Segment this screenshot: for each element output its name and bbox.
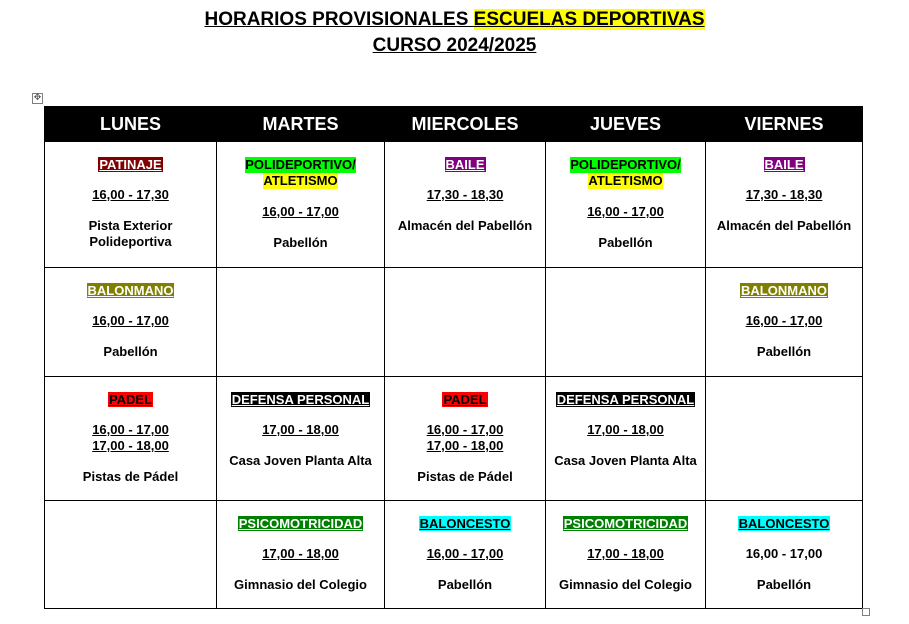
schedule-cell (546, 142, 706, 268)
activity-label: PADEL (108, 392, 153, 407)
day-header-martes: MARTES (217, 107, 385, 142)
time-slot: 16,00 - 17,00 (745, 546, 823, 561)
location: Almacén del Pabellón (716, 218, 852, 233)
activity-label: PATINAJE (99, 157, 162, 172)
table-row (45, 142, 863, 268)
schedule-cell (385, 501, 546, 609)
schedule-cell (706, 268, 863, 377)
activity-label: ATLETISMO (263, 173, 338, 188)
time-slot: 16,00 - 17,00 (745, 313, 823, 328)
table-row (45, 501, 863, 609)
location: Pistas de Pádel (417, 469, 513, 484)
title-text: HORARIOS PROVISIONALES (204, 9, 474, 30)
activity-label: BAILE (764, 157, 804, 172)
day-header-viernes: VIERNES (706, 107, 863, 142)
location: Casa Joven Planta Alta (554, 453, 697, 468)
schedule-table (44, 106, 863, 609)
page-title (0, 8, 909, 32)
empty-cell (45, 501, 217, 609)
location: Pabellón (756, 344, 812, 359)
location: Gimnasio del Colegio (559, 577, 692, 592)
day-header-miercoles: MIERCOLES (385, 107, 546, 142)
location: Gimnasio del Colegio (234, 577, 367, 592)
empty-cell (546, 268, 706, 377)
empty-cell (385, 268, 546, 377)
time-slot: 17,00 - 18,00 (426, 438, 504, 453)
activity-label: POLIDEPORTIVO/ (245, 157, 356, 172)
activity-label: BAILE (445, 157, 485, 172)
location: Pabellón (103, 344, 158, 359)
activity-label: DEFENSA PERSONAL (556, 392, 695, 407)
header-row (45, 107, 863, 142)
time-slot: 17,00 - 18,00 (262, 546, 339, 561)
activity-label: POLIDEPORTIVO/ (570, 157, 681, 172)
title-highlight: ESCUELAS DEPORTIVAS (473, 9, 705, 30)
activity-label: BALONMANO (741, 283, 827, 298)
time-slot: 17,30 - 18,30 (426, 187, 504, 202)
schedule-cell (217, 501, 385, 609)
time-slot: 17,00 - 18,00 (92, 438, 169, 453)
location: Pabellón (273, 235, 328, 250)
day-header-lunes: LUNES (45, 107, 217, 142)
activity-label: DEFENSA PERSONAL (231, 392, 370, 407)
location: Pabellón (598, 235, 653, 250)
location: Pista Exterior (88, 218, 173, 233)
location: Almacén del Pabellón (397, 218, 533, 233)
activity-label: PADEL (443, 392, 487, 407)
time-slot: 16,00 - 17,00 (587, 204, 664, 219)
time-slot: 17,00 - 18,00 (262, 422, 339, 437)
schedule-cell (385, 377, 546, 501)
schedule-cell (706, 501, 863, 609)
schedule-cell (217, 142, 385, 268)
day-header-jueves: JUEVES (546, 107, 706, 142)
schedule-cell (45, 377, 217, 501)
time-slot: 17,00 - 18,00 (587, 422, 664, 437)
empty-cell (706, 377, 863, 501)
empty-cell (217, 268, 385, 377)
time-slot: 16,00 - 17,00 (92, 313, 169, 328)
location: Pabellón (756, 577, 812, 592)
schedule-cell (706, 142, 863, 268)
table-row (45, 377, 863, 501)
activity-label: ATLETISMO (588, 173, 663, 188)
location: Polideportiva (89, 234, 172, 249)
time-slot: 16,00 - 17,00 (262, 204, 339, 219)
location: Pistas de Pádel (82, 469, 179, 484)
table-row (45, 268, 863, 377)
location: Pabellón (437, 577, 493, 592)
time-slot: 17,00 - 18,00 (587, 546, 664, 561)
activity-label: PSICOMOTRICIDAD (563, 516, 688, 531)
time-slot: 16,00 - 17,00 (426, 546, 504, 561)
schedule-cell (45, 142, 217, 268)
schedule-cell (45, 268, 217, 377)
activity-label: PSICOMOTRICIDAD (238, 516, 363, 531)
location: Casa Joven Planta Alta (229, 453, 372, 468)
schedule-cell (217, 377, 385, 501)
table-move-handle-icon[interactable]: ✥ (33, 93, 42, 103)
schedule-cell (546, 501, 706, 609)
time-slot: 16,00 - 17,30 (92, 187, 169, 202)
time-slot: 17,30 - 18,30 (745, 187, 823, 202)
page-subtitle: CURSO 2024/2025 (372, 35, 537, 56)
activity-label: BALONMANO (87, 283, 174, 298)
time-slot: 16,00 - 17,00 (92, 422, 169, 437)
activity-label: BALONCESTO (738, 516, 830, 531)
time-slot: 16,00 - 17,00 (426, 422, 504, 437)
schedule-cell (385, 142, 546, 268)
schedule-cell (546, 377, 706, 501)
table-resize-handle[interactable] (862, 608, 870, 616)
activity-label: BALONCESTO (419, 516, 511, 531)
